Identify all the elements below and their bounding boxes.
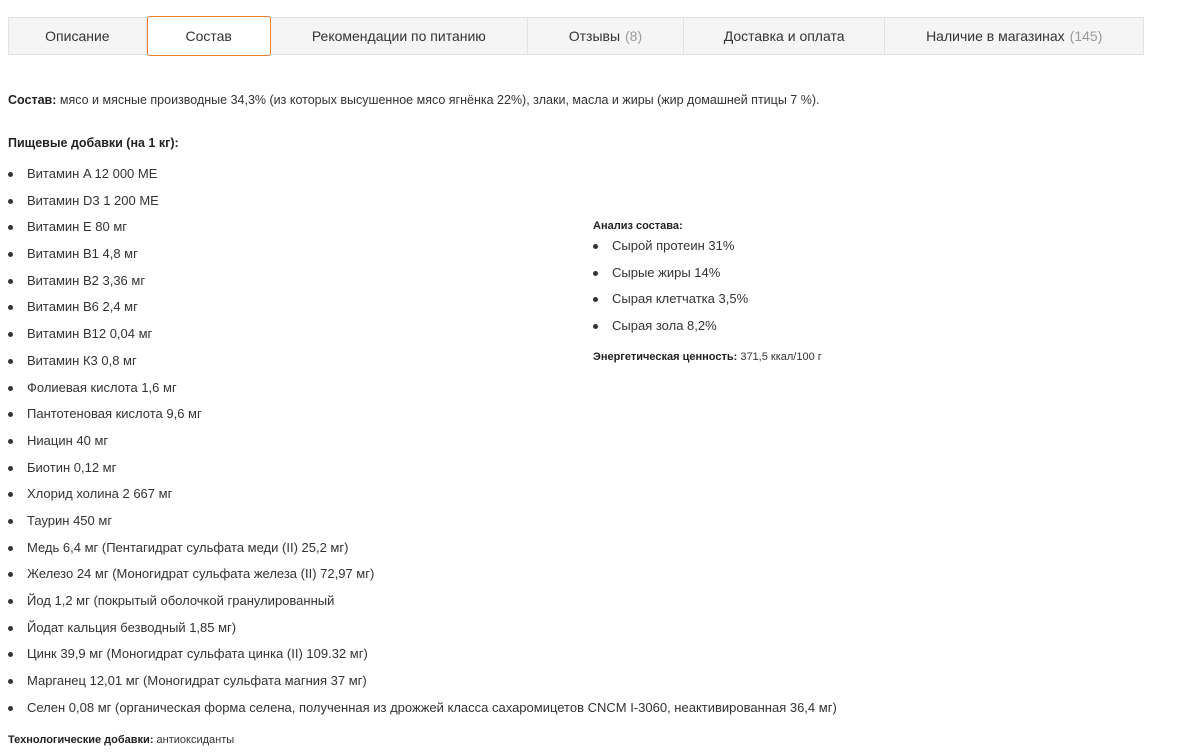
list-item: Витамин B1 4,8 мг xyxy=(8,244,837,271)
tab-composition[interactable] xyxy=(147,16,271,56)
list-item: Витамин D3 1 200 МЕ xyxy=(8,191,837,218)
tab-label: Отзывы xyxy=(568,28,621,44)
list-item: Хлорид холина 2 667 мг xyxy=(8,484,837,511)
tab-label: Доставка и оплата xyxy=(723,28,845,44)
list-item: Витамин B6 2,4 мг xyxy=(8,297,837,324)
list-item: Йод 1,2 мг (покрытый оболочкой гранулированный xyxy=(8,591,837,618)
tab-label: Описание xyxy=(45,28,110,44)
tab-label: Рекомендации по питанию xyxy=(311,28,486,44)
list-item: Сырая клетчатка 3,5% xyxy=(593,289,748,316)
list-item: Йодат кальция безводный 1,85 мг) xyxy=(8,618,837,645)
composition-text xyxy=(8,91,819,109)
analysis-list xyxy=(593,236,748,343)
list-item: Витамин A 12 000 МЕ xyxy=(8,164,837,191)
energy-label: Энергетическая ценность: xyxy=(593,351,738,363)
list-item: Витамин E 80 мг xyxy=(8,217,837,244)
tab-reviews[interactable] xyxy=(528,18,684,54)
technological-label: Технологические добавки: xyxy=(8,734,154,746)
tab-label: Наличие в магазинах xyxy=(926,28,1065,44)
list-item: Сырой протеин 31% xyxy=(593,236,748,263)
list-item: Фолиевая кислота 1,6 мг xyxy=(8,378,837,405)
product-tabs xyxy=(8,17,1144,55)
list-item: Биотин 0,12 мг xyxy=(8,458,837,485)
list-item: Селен 0,08 мг (органическая форма селена, полученная из дрожжей класса сахаромицетов CNCM I-3060, неактивированная 36,4 мг) xyxy=(8,698,837,725)
list-item: Таурин 450 мг xyxy=(8,511,837,538)
composition-value: мясо и мясные производные 34,3% (из которых высушенное мясо ягнёнка 22%), злаки, масла и жиры (жир домашней птицы 7 %). xyxy=(56,93,820,107)
list-item: Медь 6,4 мг (Пентагидрат сульфата меди (II) 25,2 мг) xyxy=(8,538,837,565)
list-item: Цинк 39,9 мг (Моногидрат сульфата цинка (II) 109.32 мг) xyxy=(8,644,837,671)
additives-title: Пищевые добавки (на 1 кг): xyxy=(8,136,179,150)
composition-label: Состав: xyxy=(8,93,57,107)
list-item: Ниацин 40 мг xyxy=(8,431,837,458)
list-item: Сырые жиры 14% xyxy=(593,263,748,290)
stores-count: (145) xyxy=(1069,28,1103,44)
tab-feeding-recommendations[interactable] xyxy=(271,18,529,54)
tab-description[interactable] xyxy=(9,18,147,54)
list-item: Витамин B2 3,36 мг xyxy=(8,271,837,298)
list-item: Железо 24 мг (Моногидрат сульфата железа (II) 72,97 мг) xyxy=(8,564,837,591)
list-item: Витамин B12 0,04 мг xyxy=(8,324,837,351)
tab-store-availability[interactable] xyxy=(885,18,1143,54)
technological-value: антиоксиданты xyxy=(153,734,235,746)
tab-label: Состав xyxy=(185,28,232,44)
technological-additives xyxy=(8,734,234,746)
analysis-title: Анализ состава: xyxy=(593,220,683,232)
list-item: Пантотеновая кислота 9,6 мг xyxy=(8,404,837,431)
energy-amount: 371,5 ккал/100 г xyxy=(737,351,822,363)
list-item: Витамин К3 0,8 мг xyxy=(8,351,837,378)
list-item: Сырая зола 8,2% xyxy=(593,316,748,343)
list-item: Марганец 12,01 мг (Моногидрат сульфата магния 37 мг) xyxy=(8,671,837,698)
tab-delivery-payment[interactable] xyxy=(684,18,886,54)
reviews-count: (8) xyxy=(625,28,643,44)
energy-value xyxy=(593,351,822,363)
